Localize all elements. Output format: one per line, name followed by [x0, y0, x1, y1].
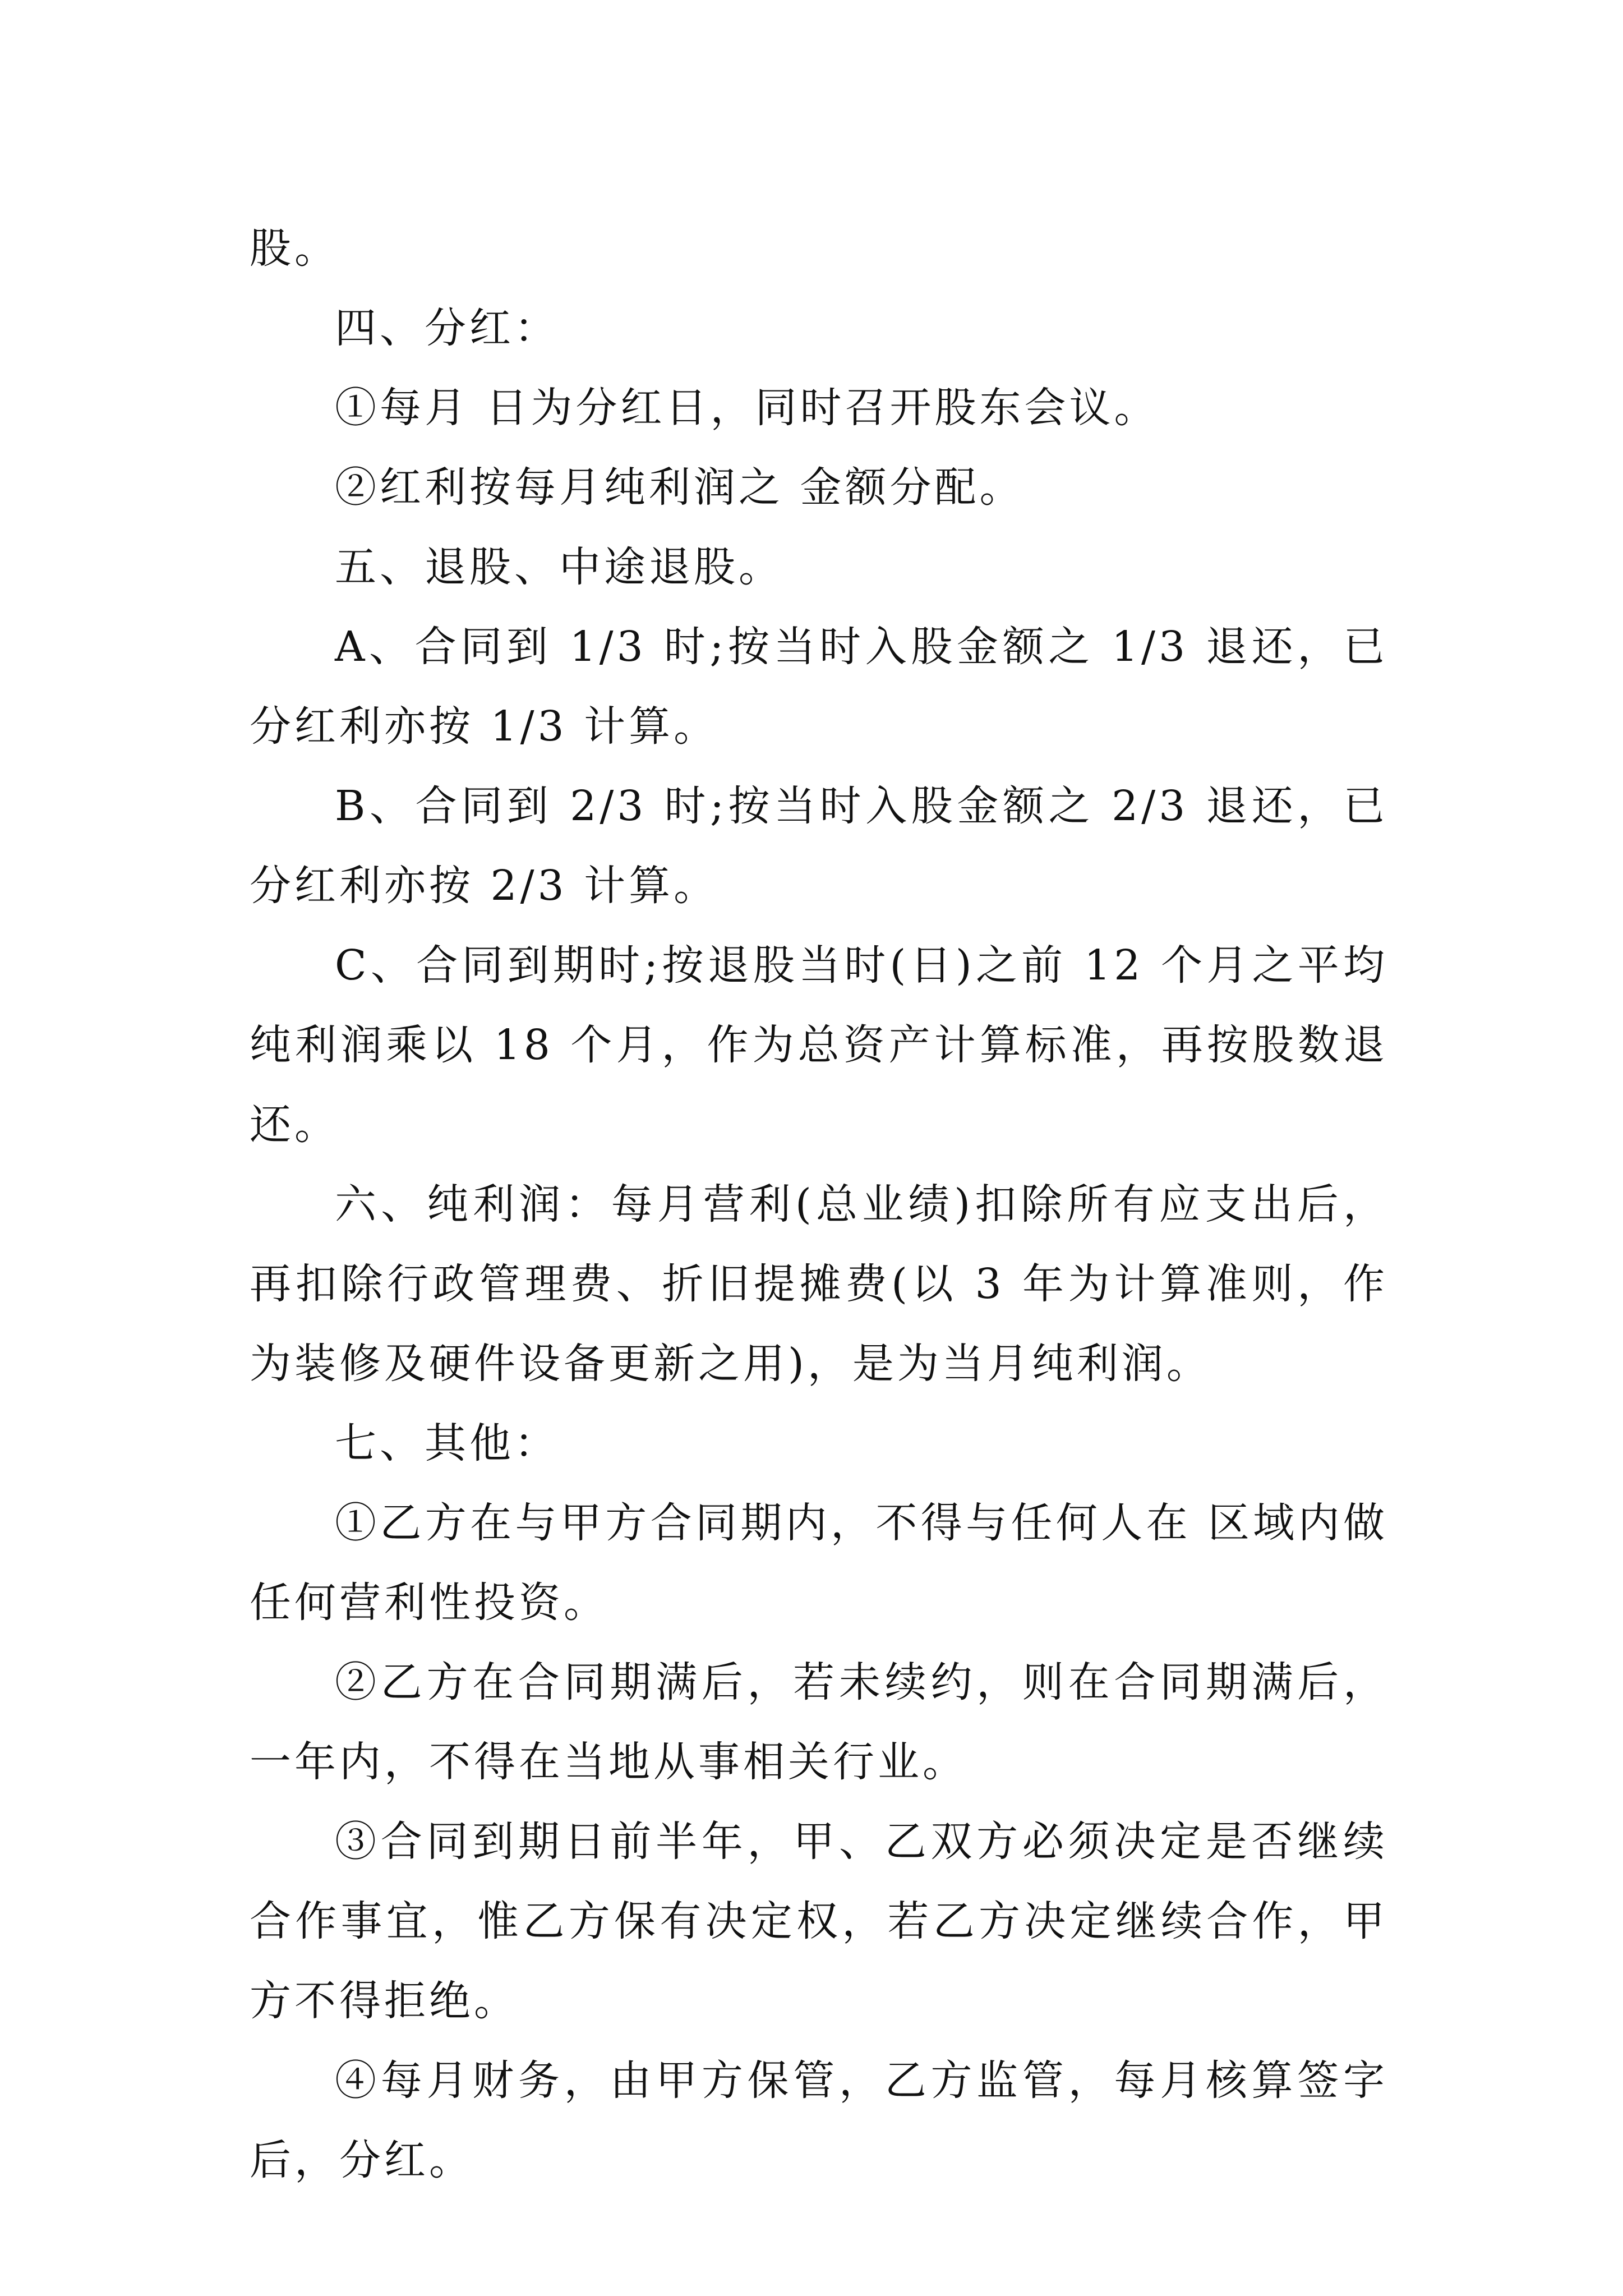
- paragraph-continuation: 股。: [250, 224, 339, 273]
- section-heading-other: 七、其他：: [335, 1419, 559, 1467]
- clause-withdrawal-b: B、合同到 2/3 时;按当时入股金额之 2/3 退还，已分红利亦按 2/3 计算。: [250, 782, 1388, 910]
- list-item-dividend-allocation: ②红利按每月纯利润之 金额分配。: [335, 463, 1025, 512]
- list-item-finance: ④每月财务，由甲方保管，乙方监管，每月核算签字后，分红。: [250, 2056, 1388, 2184]
- section-net-profit: 六、纯利润：每月营利(总业绩)扣除所有应支出后，再扣除行政管理费、折旧提摊费(以 3 年为计算准则，作为装修及硬件设备更新之用)，是为当月纯利润。: [250, 1180, 1388, 1388]
- list-item-renewal: ③合同到期日前半年，甲、乙双方必须决定是否继续合作事宜，惟乙方保有决定权，若乙方决定继续合作，甲方不得拒绝。: [250, 1818, 1388, 2025]
- list-item-dividend-day: ①每月 日为分红日，同时召开股东会议。: [335, 384, 1159, 432]
- clause-withdrawal-c: C、合同到期时;按退股当时(日)之前 12 个月之平均纯利润乘以 18 个月，作为总资产计算标准，再按股数退还。: [250, 941, 1388, 1149]
- document-body: [250, 209, 1388, 2200]
- clause-withdrawal-a: A、合同到 1/3 时;按当时入股金额之 1/3 退还，已分红利亦按 1/3 计算。: [250, 623, 1388, 751]
- list-item-post-contract: ②乙方在合同期满后，若未续约，则在合同期满后，一年内，不得在当地从事相关行业。: [250, 1658, 1388, 1786]
- list-item-non-compete: ①乙方在与甲方合同期内，不得与任何人在 区域内做任何营利性投资。: [250, 1499, 1388, 1627]
- section-heading-dividends: 四、分红：: [335, 304, 559, 352]
- section-heading-withdrawal: 五、退股、中途退股。: [335, 543, 783, 591]
